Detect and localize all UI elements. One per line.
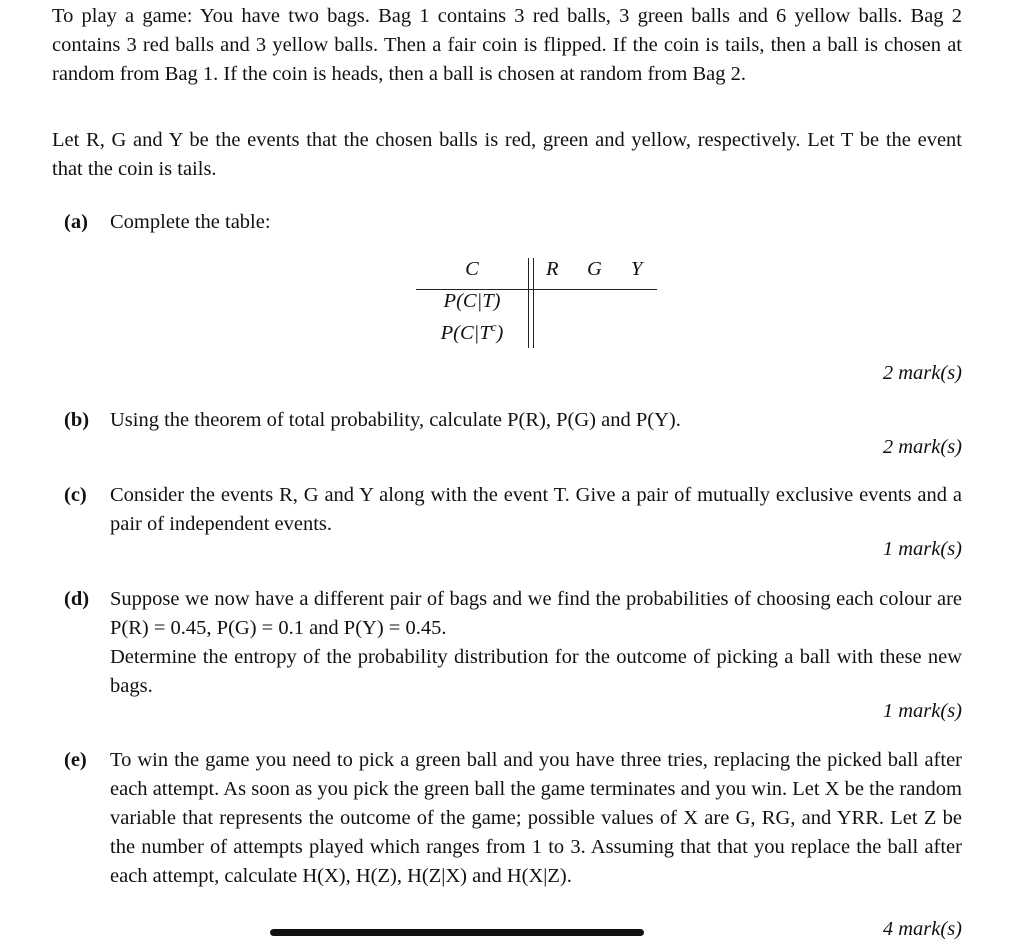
part-e [64, 746, 962, 891]
part-d-marks: 1 mark(s) [882, 700, 962, 722]
table-divider [533, 258, 534, 348]
intro-paragraph-2: Let R, G and Y be the events that the chosen balls is red, green and yellow, respectively. Let T be the event that the coin is tails. [52, 129, 962, 180]
part-d [64, 585, 962, 701]
table-col-y: Y [631, 258, 643, 280]
part-b [64, 406, 962, 435]
part-c [64, 481, 962, 539]
part-d-label: (d) [64, 588, 90, 610]
table-header-c: C [465, 258, 479, 280]
intro-paragraph-1: To play a game: You have two bags. Bag 1 contains 3 red balls, 3 green balls and 6 yellow balls. Bag 2 contains 3 red balls and 3 yellow balls. Then a fair coin is flipped. If the coin is tails, then a ball is chosen at random from Bag 1. If the coin is heads, then a ball is chosen at random from Bag 2. [52, 5, 962, 85]
table-col-g: G [587, 258, 602, 280]
part-e-label: (e) [64, 749, 87, 771]
part-c-label: (c) [64, 484, 87, 506]
table-divider [528, 258, 529, 348]
part-d-text: Suppose we now have a different pair of bags and we find the probabilities of choosing each colour are P(R) = 0.45, P(G) = 0.1 and P(Y) = 0.45. [110, 588, 962, 639]
part-b-text: Using the theorem of total probability, calculate P(R), P(G) and P(Y). [110, 409, 681, 431]
part-a-label: (a) [64, 211, 88, 233]
part-a-text: Complete the table: [110, 211, 271, 233]
part-e-text: To win the game you need to pick a green ball and you have three tries, replacing the picked ball after each attempt. As soon as you pick the green ball the game terminates and you win. Let X be the random variable that represents the outcome of the game; possible values of X are G, RG, and YRR. Let Z be the number of attempts played which ranges from 1 to 3. Assuming that that you replace the ball after each attempt, calculate H(X), H(Z), H(Z|X) and H(X|Z). [110, 749, 962, 887]
part-a-marks: 2 mark(s) [882, 362, 962, 384]
part-a [64, 208, 962, 237]
table-row-p-c-given-tc: $P(C|T^c)$ [440, 319, 504, 344]
table-col-r: R [546, 258, 559, 280]
part-c-marks: 1 mark(s) [882, 538, 962, 560]
scroll-indicator[interactable] [270, 929, 644, 936]
part-c-text: Consider the events R, G and Y along with the event T. Give a pair of mutually exclusive events and a pair of independent events. [110, 484, 962, 535]
part-e-marks: 4 mark(s) [882, 918, 962, 940]
part-b-marks: 2 mark(s) [882, 436, 962, 458]
table-row-p-c-given-t: P(C|T) [443, 290, 501, 312]
part-b-label: (b) [64, 409, 90, 431]
part-d-text-2: Determine the entropy of the probability distribution for the outcome of picking a ball with these new bags. [110, 646, 962, 697]
